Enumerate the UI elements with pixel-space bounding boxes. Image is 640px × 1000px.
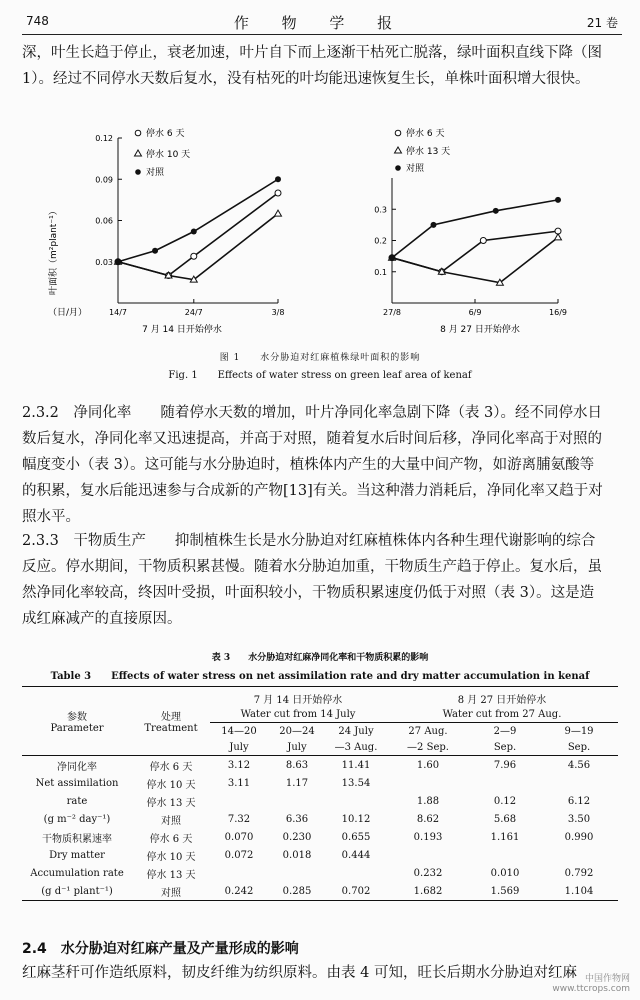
series-line [118,179,278,262]
value-cell: 0.792 [564,867,594,879]
intro-paragraph [22,40,622,92]
treatment-cell: 停水 13 天 [146,869,196,881]
value-cell [326,864,386,882]
text-line: 2.3.3 干物质生产 抑制植株生长是水分胁迫对红麻植株体内各种生理代谢影响的综合 [22,533,596,549]
value-cell [210,792,268,810]
data-point [275,190,281,196]
period-label: 27 Aug. [408,725,448,737]
table-row [22,882,618,901]
table-row [22,828,618,846]
text-line: 深，叶生长趋于停止，衰老加速，叶片自下而上逐渐干枯死亡脱落，绿叶面积直线下降（图 [22,45,602,61]
watermark-line: 中国作物网 [584,974,630,984]
legend-filled-circle-marker [395,165,401,171]
value-cell: 10.12 [341,813,371,825]
value-cell: 0.444 [341,849,371,861]
series-line [392,237,558,282]
table-row [22,810,618,828]
table-caption [0,650,640,682]
param-cell: Net assimilation [35,777,119,789]
value-cell: 1.60 [416,759,440,771]
value-cell: 0.242 [224,885,254,897]
legend-label: 对照 [406,164,425,174]
value-cell: 8.63 [285,759,309,771]
value-cell: 0.655 [341,831,371,843]
data-point [389,255,395,261]
leaf-area-chart-july [40,120,310,345]
data-point [493,208,499,214]
text-line: 照水平。 [22,509,80,525]
value-cell: 4.56 [567,759,591,771]
param-cell: rate [66,795,88,807]
data-point [431,222,437,228]
param-cell: (g m⁻² day⁻¹) [43,813,111,825]
figure-caption [0,350,640,381]
y-tick-label: 0.09 [95,175,113,185]
data-point [275,210,282,216]
header-rule [22,34,622,35]
value-cell: 8.62 [416,813,440,825]
value-cell: 13.54 [341,777,371,789]
value-cell: 11.41 [341,759,371,771]
figure-caption-zh: 图 1 水分胁迫对红麻植株绿叶面积的影响 [219,353,421,363]
text-line: 红麻茎秆可作造纸原料，韧皮纤维为纺织原料。由表 4 可知，旺长后期水分胁迫对红麻 [22,965,577,981]
value-cell [386,774,470,792]
period-label: July [287,741,307,753]
period-label: Sep. [567,741,591,753]
value-cell: 0.018 [282,849,312,861]
period-label: —3 Aug. [334,741,378,753]
period-label: July [229,741,249,753]
value-cell: 5.68 [493,813,517,825]
value-cell: 1.569 [490,885,520,897]
series-line [118,214,278,280]
value-cell: 3.11 [227,777,251,789]
value-cell [268,864,326,882]
data-point [555,234,562,240]
text-line: 2.3.2 净同化率 随着停水天数的增加，叶片净同化率急剧下降（表 3）。经不同停水日 [22,405,602,421]
value-cell: 0.070 [224,831,254,843]
table-caption-zh: 表 3 水分胁迫对红麻净同化率和干物质积累的影响 [211,653,429,663]
value-cell: 0.285 [282,885,312,897]
value-cell: 0.232 [413,867,443,879]
table-row [22,792,618,810]
value-cell: 3.12 [227,759,251,771]
journal-name: 作 物 学 报 [233,14,407,32]
text-line: 反应。停水期间，干物质积累甚慢。随着水分胁迫加重，干物质生产趋于停止。复水后，虽 [22,559,602,575]
legend-label: 停水 6 天 [146,129,185,139]
header-param-en: Parameter [50,723,104,734]
value-cell [540,774,618,792]
param-cell: (g d⁻¹ plant⁻¹) [41,885,113,897]
value-cell: 0.990 [564,831,594,843]
param-cell: Dry matter [49,849,105,861]
treatment-cell: 停水 6 天 [149,761,193,773]
value-cell: 1.17 [285,777,309,789]
treatment-cell: 停水 10 天 [146,779,196,791]
table-caption-en: Table 3 Effects of water stress on net assimilation rate and dry matter accumulation in kenaf [50,671,590,682]
series-line [118,193,278,276]
data-point [115,259,121,265]
table-row [22,756,618,775]
period-label: 2—9 [493,725,517,737]
legend-open-circle-marker [395,130,401,136]
chart-note: 7 月 14 日开始停水 [142,325,222,335]
table-row [22,774,618,792]
legend-open-triangle-marker [395,147,402,153]
treatment-cell: 停水 10 天 [146,851,196,863]
header-param: 参数 [67,712,87,723]
section-2-3-2 [22,400,622,530]
table-header-cell [132,687,210,756]
y-tick-label: 0.06 [95,216,113,226]
text-line: 成红麻减产的直接原因。 [22,611,182,627]
text-line: 1）。经过不同停水天数后复水，没有枯死的叶均能迅速恢复生长，单株叶面积增大很快。 [22,71,590,87]
x-axis-label: （日/月） [48,308,88,318]
table-row [22,846,618,864]
value-cell: 7.32 [227,813,251,825]
data-table [22,686,618,901]
period-label: Sep. [493,741,517,753]
y-tick-label: 0.12 [95,134,113,143]
data-point [191,229,197,235]
x-tick-label: 6/9 [468,308,482,317]
y-tick-label: 0.3 [374,205,387,215]
data-point [480,238,486,244]
value-cell: 0.193 [413,831,443,843]
value-cell: 1.161 [490,831,520,843]
x-tick-label: 3/8 [271,308,285,317]
text-line: 幅度变小（表 3）。这可能与水分胁迫时，植株体内产生的大量中间产物，如游离脯氨酸等 [22,457,595,473]
value-cell: 1.88 [416,795,440,807]
header-group-2-en: Water cut from 27 Aug. [386,706,618,723]
param-cell: 干物质积累速率 [42,833,112,845]
section-2-3-3 [22,528,622,632]
value-cell: 6.12 [567,795,591,807]
treatment-cell: 对照 [161,887,181,899]
legend-open-triangle-marker [135,150,142,156]
value-cell: 0.230 [282,831,312,843]
period-label: 14—20 [221,725,257,737]
table-row [22,864,618,882]
legend-label: 停水 10 天 [146,150,191,160]
text-line: 的积累，复水后能迅速参与合成新的产物[13]有关。当这种潜力消耗后，净同化率又趋于对 [22,483,603,499]
value-cell: 7.96 [493,759,517,771]
data-point [555,197,561,203]
value-cell: 0.010 [490,867,520,879]
header-group-1-en: Water cut from 14 July [210,706,386,723]
value-cell [326,792,386,810]
legend-label: 对照 [146,168,165,178]
legend-filled-circle-marker [135,169,141,175]
x-tick-label: 14/7 [109,308,127,317]
value-cell: 0.12 [493,795,517,807]
treatment-cell: 对照 [161,815,181,827]
period-label: 20—24 [279,725,315,737]
final-paragraph [22,960,622,986]
period-label: 9—19 [564,725,594,737]
value-cell [210,864,268,882]
data-point [275,176,281,182]
y-tick-label: 0.1 [374,267,387,277]
data-point [191,253,197,259]
period-label: —2 Sep. [407,741,449,753]
data-point [152,248,158,254]
x-tick-label: 27/8 [383,308,401,317]
param-cell: Accumulation rate [30,867,124,879]
value-cell [386,846,470,864]
period-label: 24 July [338,725,374,737]
value-cell: 3.50 [567,813,591,825]
text-line: 然净同化率较高，终因叶受损，叶面积较小，干物质积累速度仍低于对照（表 3）。这是造 [22,585,595,601]
page-header [0,10,640,36]
value-cell [540,846,618,864]
chart-note: 8 月 27 日开始停水 [440,325,520,335]
header-treatment-en: Treatment [144,723,198,734]
leaf-area-chart-august [340,120,600,345]
section-2-4-heading: 2.4 水分胁迫对红麻产量及产量形成的影响 [22,941,299,957]
legend [135,127,191,178]
table-body [22,756,618,901]
table-header-row [22,687,618,707]
header-group-1: 7 月 14 日开始停水 [253,694,343,706]
page-number: 748 [26,14,49,28]
x-tick-label: 24/7 [184,308,203,317]
legend-label: 停水 13 天 [406,147,451,157]
header-group-2: 8 月 27 日开始停水 [457,694,547,706]
value-cell: 0.702 [341,885,371,897]
y-tick-label: 0.03 [95,257,113,267]
value-cell [470,774,540,792]
treatment-cell: 停水 6 天 [149,833,193,845]
watermark [552,971,630,994]
y-axis-label: 叶面积（m²plant⁻¹） [49,206,59,295]
param-cell: 净同化率 [57,761,97,773]
value-cell: 1.104 [564,885,594,897]
table-header-cell [22,687,132,756]
y-tick-label: 0.2 [374,236,387,246]
text-line: 数后复水，净同化率又迅速提高，并高于对照，随着复水后时间后移，净同化率高于对照的 [22,431,602,447]
value-cell: 6.36 [285,813,309,825]
series-line [392,200,558,258]
header-treatment: 处理 [161,712,181,723]
treatment-cell: 停水 13 天 [146,797,196,809]
legend-label: 停水 6 天 [406,129,445,139]
legend-open-circle-marker [135,130,141,136]
x-tick-label: 16/9 [549,308,567,317]
figure-caption-en: Fig. 1 Effects of water stress on green leaf area of kenaf [168,370,472,381]
value-cell: 0.072 [224,849,254,861]
volume-label: 21 卷 [586,16,618,30]
watermark-line: www.ttcrops.com [552,984,630,994]
value-cell [470,846,540,864]
value-cell [268,792,326,810]
value-cell: 1.682 [413,885,443,897]
legend [395,127,451,174]
